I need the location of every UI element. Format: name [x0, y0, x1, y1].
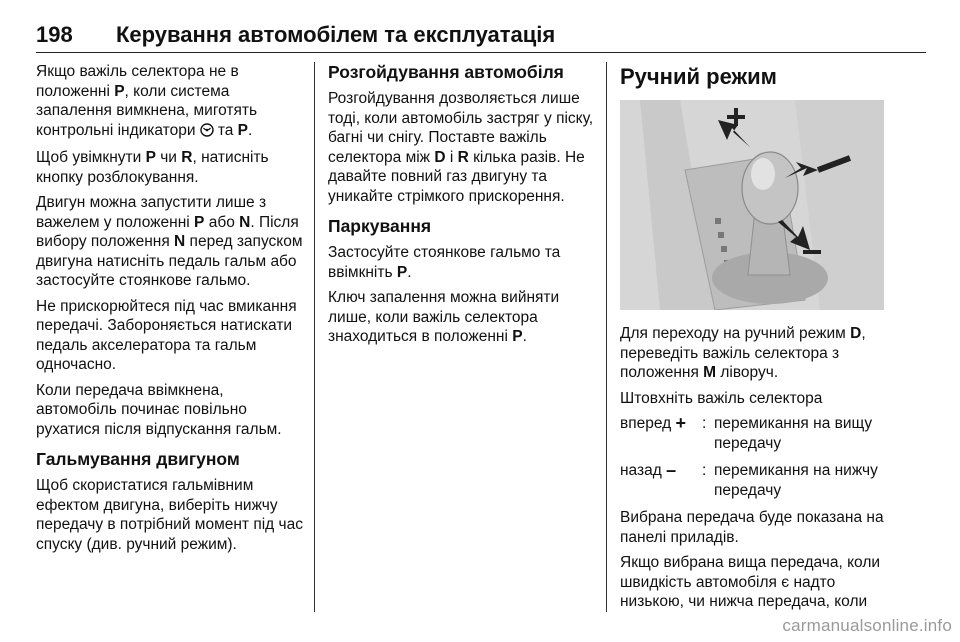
paragraph-indicator-warning: Якщо важіль селектора не в положенні P, коли система запалення вимкнена, миготять контрольні індикатори та P.	[36, 62, 304, 142]
page-header	[36, 18, 926, 54]
column-1	[36, 62, 304, 560]
page-number: 198	[36, 22, 73, 47]
minus-icon	[803, 250, 821, 254]
gear-selector-illustration	[620, 100, 884, 310]
watermark: carmanualsonline.info	[782, 616, 952, 635]
heading-engine-braking: Гальмування двигуном	[36, 449, 240, 469]
paragraph-engine-start: Двигун можна запустити лише з важелем у положенні P або N. Після вибору положення N перед запуском двигуна натисніть педаль гальм або застосуйте стоянкове гальмо.	[36, 194, 303, 289]
paragraph-creep: Коли передача ввімкнена, автомобіль починає повільно рухатися після відпускання гальм.	[36, 381, 282, 438]
paragraph-gear-warning: Якщо вибрана вища передача, коли швидкість автомобіля є надто низькою, чи нижча передача, коли	[620, 554, 881, 610]
column-2	[328, 62, 596, 353]
definition-forward: вперед + : перемикання на вищу передачу	[620, 413, 873, 452]
header-rule	[36, 52, 926, 53]
definition-back: назад – : перемикання на нижчу передачу	[620, 460, 878, 499]
column-divider-1	[314, 62, 315, 612]
running-title: Керування автомобілем та експлуатація	[116, 22, 556, 47]
paragraph-parking: Застосуйте стоянкове гальмо та ввімкніть P.	[328, 244, 561, 281]
paragraph-ignition-key: Ключ запалення можна вийняти лише, коли важіль селектора знаходиться в положенні P.	[328, 289, 560, 345]
column-divider-2	[606, 62, 607, 612]
paragraph-push-lever: Штовхніть важіль селектора	[620, 389, 823, 407]
paragraph-rocking: Розгойдування дозволяється лише тоді, коли автомобіль застряг у піску, багні чи снігу. Поставте важіль селектора між D і R кілька разів. Не давайте повний газ двигуну та уникайте стрімкого прискорення.	[328, 90, 594, 205]
heading-rocking: Розгойдування автомобіля	[328, 62, 564, 82]
paragraph-gear-displayed: Вибрана передача буде показана на панелі приладів.	[620, 509, 884, 546]
gearbox-indicator-icon	[200, 123, 214, 143]
paragraph-no-acceleration: Не прискорюйтеся під час вмикання передачі. Забороняється натискати педаль акселератора та гальм одночасно.	[36, 297, 297, 373]
heading-parking: Паркування	[328, 216, 432, 236]
column-3	[620, 62, 890, 618]
plus-icon: +	[675, 413, 687, 433]
paragraph-unlock: Щоб увімкнути P чи R, натисніть кнопку розблокування.	[36, 149, 269, 186]
paragraph-engine-braking: Щоб скористатися гальмівним ефектом двигуна, виберіть нижчу передачу в потрібний момент під час спуску (див. ручний режим).	[36, 477, 303, 553]
gear-selector-figure	[620, 100, 884, 310]
paragraph-manual-enter: Для переходу на ручний режим D, переведіть важіль селектора з положення M ліворуч.	[620, 325, 866, 381]
heading-manual-mode: Ручний режим	[620, 64, 777, 89]
minus-icon: –	[666, 460, 677, 480]
